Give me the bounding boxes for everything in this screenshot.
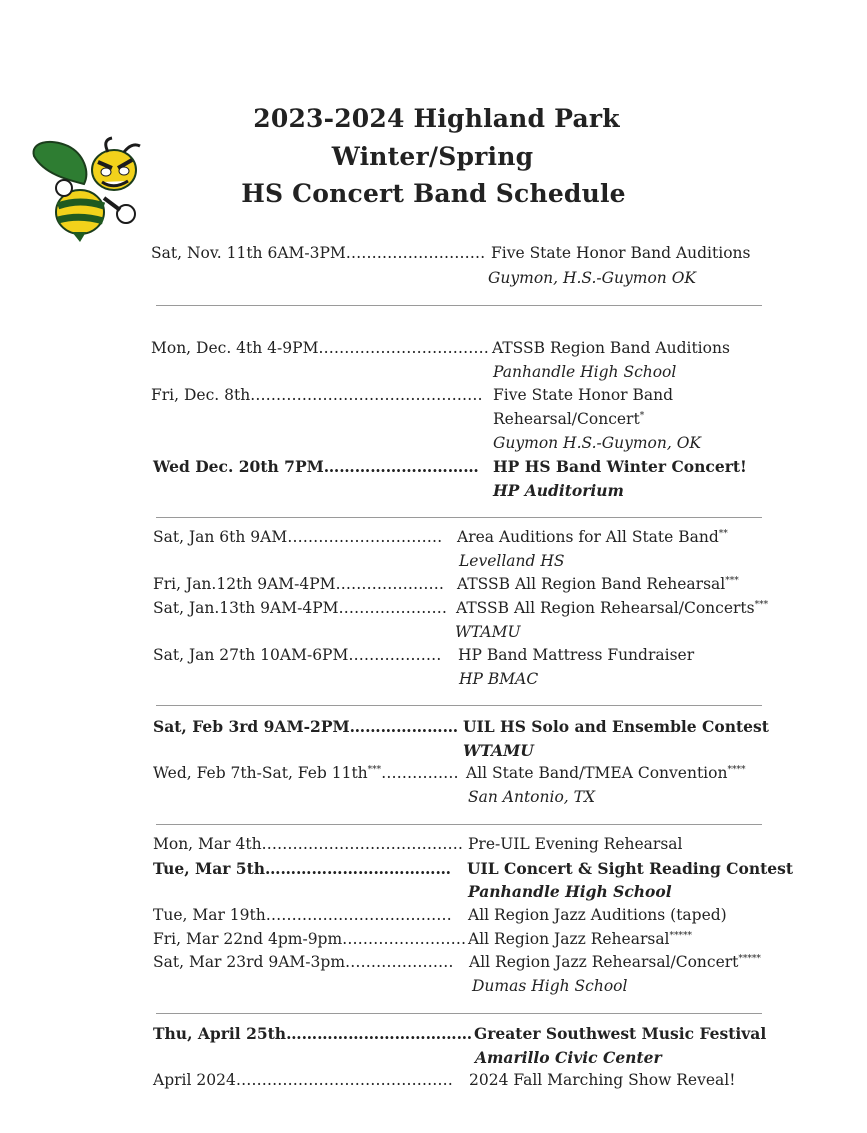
event-title: UIL HS Solo and Ensemble Contest [463,717,769,736]
footnote-marker: *** [725,576,739,586]
divider [156,1013,762,1014]
event-title: ATSSB Region Band Auditions [492,339,730,357]
event-title-continued [493,410,644,428]
divider [156,705,762,706]
event-title: All Region Jazz Rehearsal***** [468,930,693,948]
event-date: Sat, Mar 23rd 9AM-3pm………………… [153,953,454,971]
event-title: All Region Jazz Auditions (taped) [468,906,727,924]
event-title: All Region Jazz Rehearsal/Concert***** [469,953,761,971]
event-date: Fri, Mar 22nd 4pm-9pm…………………… [153,930,467,948]
footnote-marker: *** [754,600,769,610]
event-title: ATSSB All Region Band Rehearsal*** [457,575,739,593]
event-date: Fri, Dec. 8th……………………………………… [151,386,483,404]
event-location: Panhandle High School [493,363,677,381]
divider [156,517,762,518]
event-title: Five State Honor Band [493,386,674,404]
hornet-mascot-icon [28,134,146,244]
title-line-1: 2023-2024 Highland Park [253,104,620,133]
title-line-2: Winter/Spring [331,142,534,171]
event-location: Panhandle High School [468,882,672,901]
event-title: Pre-UIL Evening Rehearsal [468,835,683,853]
event-date: Fri, Jan.12th 9AM-4PM………………… [153,575,445,593]
event-title: Greater Southwest Music Festival [474,1024,767,1043]
event-location: Guymon H.S.-Guymon, OK [493,434,702,452]
event-title: ATSSB All Region Rehearsal/Concerts*** [456,599,769,617]
event-date: Wed, Feb 7th-Sat, Feb 11th***…………… [153,764,459,782]
event-title: All State Band/TMEA Convention**** [466,764,746,782]
event-date: Tue, Mar 19th……………………………… [153,906,452,924]
event-title: HP Band Mattress Fundraiser [458,646,695,664]
event-date: Sat, Jan 6th 9AM………………………… [153,528,443,546]
event-title: Area Auditions for All State Band** [457,528,728,546]
divider [156,824,762,825]
footnote-marker: * [639,411,645,421]
event-title: HP HS Band Winter Concert! [493,457,747,476]
event-location: WTAMU [463,741,534,760]
event-date: Sat, Jan.13th 9AM-4PM………………… [153,599,447,617]
event-date: Sat, Jan 27th 10AM-6PM……………… [153,646,442,664]
event-location: WTAMU [455,623,521,641]
event-date: Tue, Mar 5th……………………………… [153,859,452,878]
event-title: UIL Concert & Sight Reading Contest [467,859,794,878]
event-location: San Antonio, TX [468,788,596,806]
event-title: 2024 Fall Marching Show Reveal! [469,1071,736,1089]
event-date: Mon, Dec. 4th 4-9PM…………………………… [151,339,489,357]
footnote-marker: ***** [669,931,693,941]
event-date: Sat, Feb 3rd 9AM-2PM………………… [153,717,459,736]
footnote-marker: *** [367,765,382,775]
event-date: Wed Dec. 20th 7PM………………………… [153,457,479,476]
divider [156,305,762,306]
footnote-marker: ***** [738,954,761,964]
event-location: Amarillo Civic Center [475,1048,662,1067]
event-location: HP BMAC [459,670,539,688]
footnote-marker: ** [718,529,728,539]
title-line-3: HS Concert Band Schedule [241,179,626,208]
event-date: April 2024…………………………………… [153,1071,453,1089]
event-title: Five State Honor Band Auditions [491,244,751,262]
footnote-marker: **** [727,765,746,775]
event-location: Guymon, H.S.-Guymon OK [488,269,697,287]
event-title-line-2: Rehearsal/Concert [493,410,640,428]
event-location: Levelland HS [459,552,565,570]
event-date: Thu, April 25th……………………………… [153,1024,473,1043]
event-location: HP Auditorium [493,481,624,500]
event-date: Sat, Nov. 11th 6AM-3PM……………………… [151,244,486,262]
event-date: Mon, Mar 4th………………………………… [153,835,464,853]
event-location: Dumas High School [472,977,628,995]
